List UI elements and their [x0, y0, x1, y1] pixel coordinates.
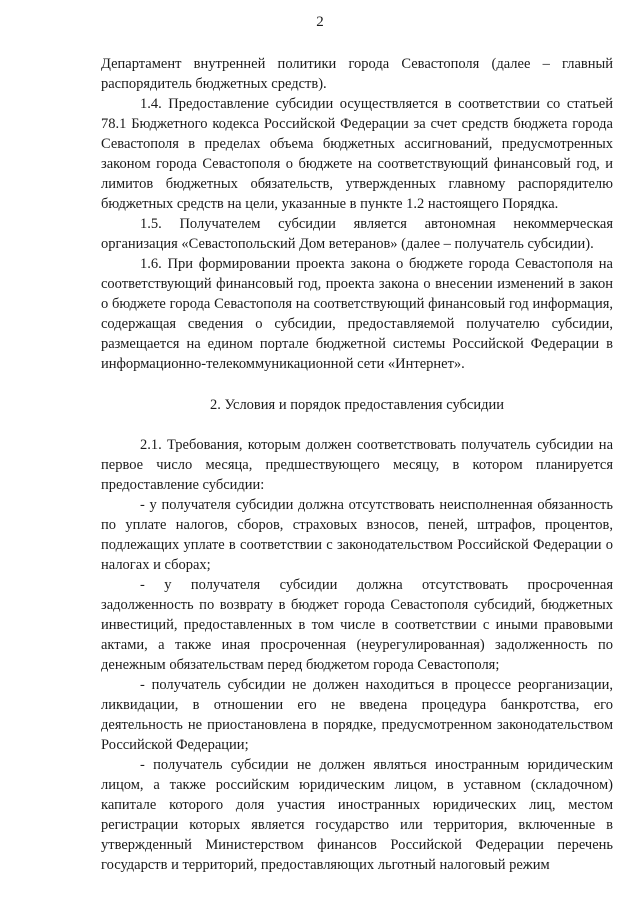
paragraph-continuation: Департамент внутренней политики города Севастополя (далее – главный распорядитель бюджетных средств). [101, 56, 613, 92]
list-item-requirement-2: - у получателя субсидии должна отсутствовать просроченная задолженность по возврату в бюджет города Севастополя субсидий, бюджетных инвестиций, предоставленных в том числе в соответствии с иными правовыми актами, а также иная просроченная (неурегулированная) задолженность по денежным обязательствам перед бюджетом города Севастополя; [101, 577, 613, 673]
page-number: 2 [316, 14, 324, 30]
document-body [101, 54, 613, 875]
paragraph-1-4: 1.4. Предоставление субсидии осуществляется в соответствии со статьей 78.1 Бюджетного кодекса Российской Федерации за счет средств бюджета города Севастополя в пределах объема бюджетных ассигнований, предусмотренных законом города Севастополя о бюджете на соответствующий финансовый год, и лимитов бюджетных обязательств, утвержденных главному распорядителю бюджетных средств на цели, указанные в пункте 1.2 настоящего Порядка. [101, 96, 613, 212]
paragraph-1-5: 1.5. Получателем субсидии является автономная некоммерческая организация «Севастопольский Дом ветеранов» (далее – получатель субсидии). [101, 216, 613, 252]
list-item-requirement-1: - у получателя субсидии должна отсутствовать неисполненная обязанность по уплате налогов, сборов, страховых взносов, пеней, штрафов, процентов, подлежащих уплате в соответствии с законодательством Российской Федерации о налогах и сборах; [101, 497, 613, 573]
spacer [101, 374, 613, 395]
paragraph-2-1: 2.1. Требования, которым должен соответствовать получатель субсидии на первое число месяца, предшествующего месяцу, в котором планируется предоставление субсидии: [101, 437, 613, 493]
section-2-heading: 2. Условия и порядок предоставления субсидии [209, 397, 504, 413]
spacer [101, 415, 613, 435]
list-item-requirement-4: - получатель субсидии не должен являться иностранным юридическим лицом, а также российским юридическим лицом, в уставном (складочном) капитале которого доля участия иностранных юридических лиц, местом регистрации которых является государство или территория, включенные в утвержденный Министерством финансов Российской Федерации перечень государств и территорий, предоставляющих льготный налоговый режим [101, 757, 613, 873]
list-item-requirement-3: - получатель субсидии не должен находиться в процессе реорганизации, ликвидации, в отношении его не введена процедура банкротства, его деятельность не приостановлена в порядке, предусмотренном законодательством Российской Федерации; [101, 677, 613, 753]
paragraph-1-6: 1.6. При формировании проекта закона о бюджете города Севастополя на соответствующий финансовый год, проекта закона о внесении изменений в закон о бюджете города Севастополя на соответствующий финансовый год информация, содержащая сведения о субсидии, предоставляемой получателю субсидии, размещается на едином портале бюджетной системы Российской Федерации в информационно-телекоммуникационной сети «Интернет». [101, 256, 613, 372]
